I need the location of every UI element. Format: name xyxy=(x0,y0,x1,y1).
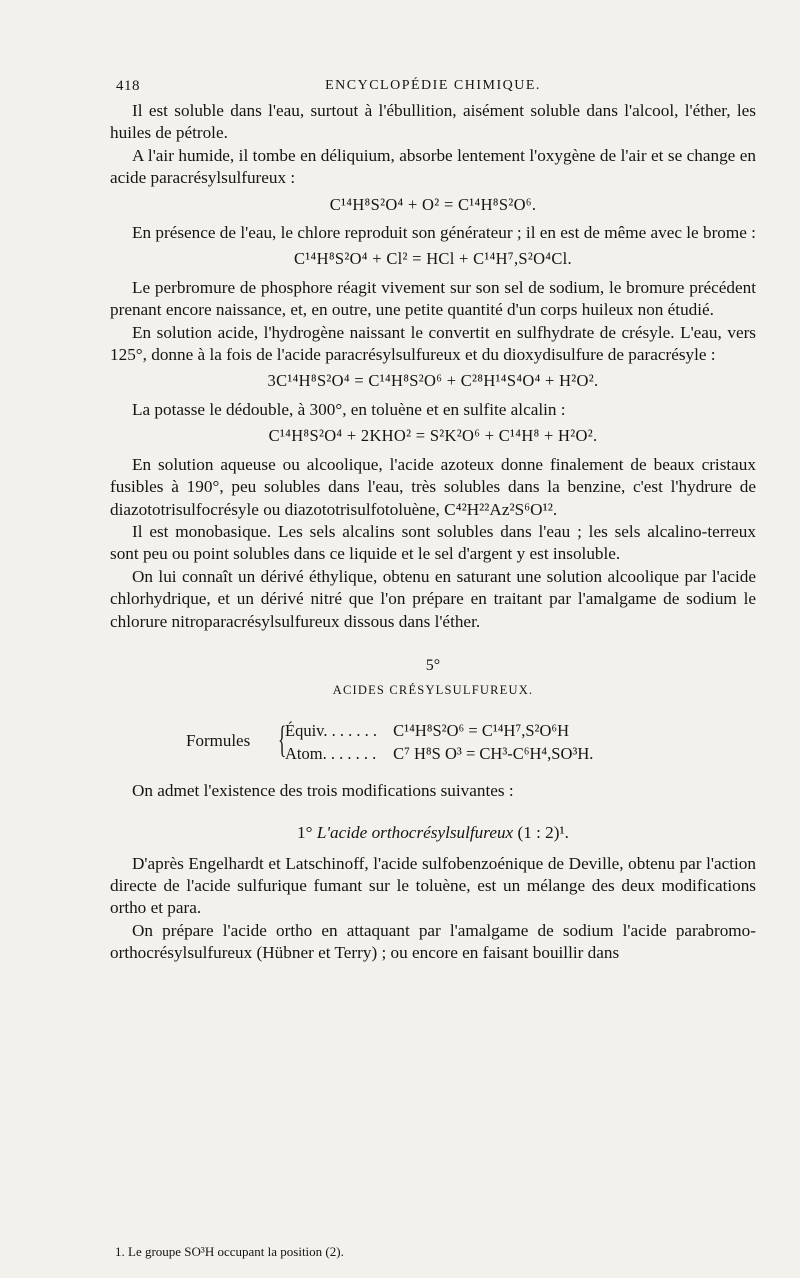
sub-heading-prefix: 1° xyxy=(297,823,317,843)
equation: C¹⁴H⁸S²O⁴ + Cl² = HCl + C¹⁴H⁷,S²O⁴Cl. xyxy=(294,249,572,269)
equation: C¹⁴H⁸S²O⁴ + 2KHO² = S²K²O⁶ + C¹⁴H⁸ + H²O². xyxy=(268,426,598,446)
page-header xyxy=(116,78,750,98)
formulas-block xyxy=(110,716,756,770)
section-number: 5° xyxy=(425,656,441,674)
paragraph: La potasse le dédouble, à 300°, en toluène et en sulfite alcalin : xyxy=(132,399,566,419)
sub-heading xyxy=(110,822,756,844)
page-number: 418 xyxy=(116,78,140,94)
paragraph: Il est soluble dans l'eau, surtout à l'ébullition, aisément soluble dans l'alcool, l'éther, les huiles de pétrole. xyxy=(110,101,756,143)
paragraph: On prépare l'acide ortho en attaquant par l'amalgame de sodium l'acide parabromo-orthocrésylsulfureux (Hübner et Terry) ; ou encore en faisant bouillir dans xyxy=(110,920,756,963)
paragraph: On lui connaît un dérivé éthylique, obtenu en saturant une solution alcoolique par l'acide chlorhydrique, et un dérivé nitré que l'on prépare en traitant par l'amalgame de sodium le chlorure nitroparacrésylsulfureux dissous dans l'éther. xyxy=(110,566,756,631)
equation: 3C¹⁴H⁸S²O⁴ = C¹⁴H⁸S²O⁶ + C²⁸H¹⁴S⁴O⁴ + H²O². xyxy=(267,371,599,391)
brace-symbol: { xyxy=(278,718,287,761)
paragraph: A l'air humide, il tombe en déliquium, absorbe lentement l'oxygène de l'air et se change en acide paracrésylsulfureux : xyxy=(110,145,756,188)
paragraph: En solution acide, l'hydrogène naissant le convertit en sulfhydrate de crésyle. L'eau, vers 125°, donne à la fois de l'acide paracrésylsulfureux et du dioxydisulfure de paracrésyle : xyxy=(110,322,756,365)
paragraph: On admet l'existence des trois modifications suivantes : xyxy=(132,780,514,800)
paragraph: Le perbromure de phosphore réagit vivement sur son sel de sodium, le bromure précédent prenant encore naissance, et, en outre, une petite quantité d'un corps huileux non étudié. xyxy=(110,277,756,320)
section-title: ACIDES CRÉSYLSULFUREUX. xyxy=(332,683,534,698)
paragraph: Il est monobasique. Les sels alcalins sont solubles dans l'eau ; les sels alcalino-terreux sont peu ou point solubles dans ce liquide et le sel d'argent y est insoluble. xyxy=(110,521,756,564)
footnote: 1. Le groupe SO³H occupant la position (2). xyxy=(115,1244,344,1259)
formula-name: Équiv. . . . . . . xyxy=(285,720,377,740)
equation: C¹⁴H⁸S²O⁴ + O² = C¹⁴H⁸S²O⁶. xyxy=(329,194,537,214)
formulas-label: Formules xyxy=(186,730,251,750)
formula-row xyxy=(285,743,593,765)
sub-heading-suffix: (1 : 2)¹. xyxy=(513,823,569,843)
formula-name: Atom. . . . . . . xyxy=(285,743,377,763)
formula-row xyxy=(285,720,569,742)
running-title: ENCYCLOPÉDIE CHIMIQUE. xyxy=(325,78,541,93)
paragraph: En solution aqueuse ou alcoolique, l'acide azoteux donne finalement de beaux cristaux fusibles à 190°, peu solubles dans l'eau, très solubles dans la benzine, c'est l'hydrure de diazototrisulfocrésyle ou diazototrisulfotoluène, C⁴²H²²Az²S⁶O¹². xyxy=(110,454,756,519)
sub-heading-title: L'acide orthocrésylsulfureux xyxy=(316,823,514,843)
paragraph: En présence de l'eau, le chlore reproduit son générateur ; il en est de même avec le brome : xyxy=(132,223,756,243)
formula-value: C⁷ H⁸S O³ = CH³-C⁶H⁴,SO³H. xyxy=(393,743,594,763)
main-text xyxy=(110,100,756,965)
formula-value: C¹⁴H⁸S²O⁶ = C¹⁴H⁷,S²O⁶H xyxy=(393,720,570,740)
paragraph: D'après Engelhardt et Latschinoff, l'acide sulfobenzoénique de Deville, obtenu par l'action directe de l'acide sulfurique fumant sur le toluène, est un mélange des deux modifications ortho et para. xyxy=(110,853,756,918)
